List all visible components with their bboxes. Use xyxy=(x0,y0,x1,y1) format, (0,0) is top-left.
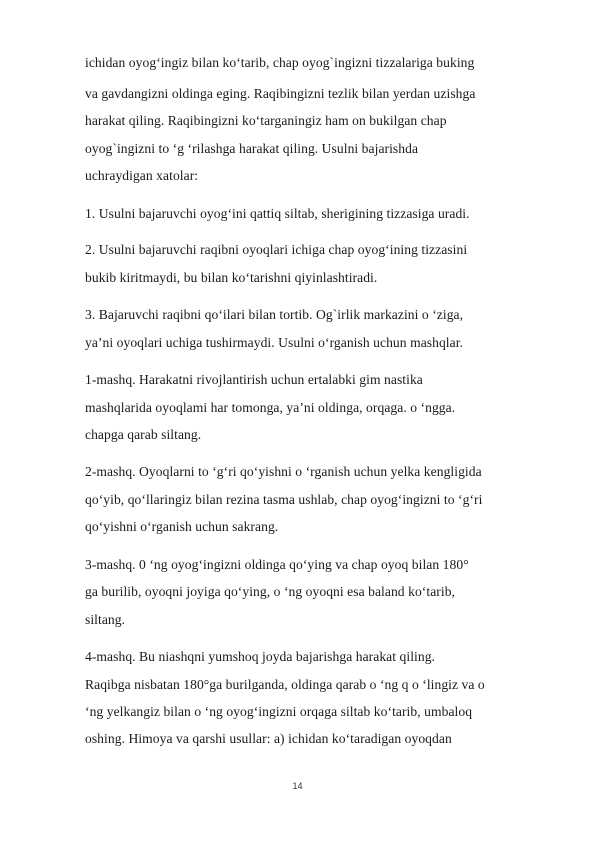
text-line: uchraydigan xatolar: xyxy=(85,168,199,183)
text-line: Raqibga nisbatan 180°ga burilganda, oldinga qarab o ‘ng q o ‘lingiz va o xyxy=(85,677,485,692)
text-line: oshing. Himoya va qarshi usullar: a) ichidan ko‘taradigan oyoqdan xyxy=(85,731,452,746)
text-line: 1. Usulni bajaruvchi oyog‘ini qattiq siltab, sherigining tizzasiga uradi. xyxy=(85,206,470,221)
text-line: mashqlarida oyoqlami har tomonga, ya’ni oldinga, orqaga. o ‘ngga. xyxy=(85,400,456,415)
text-line: ‘ng yelkangiz bilan o ‘ng oyog‘ingizni orqaga siltab ko‘tarib, umbaloq xyxy=(85,704,473,719)
text-line: 1-mashq. Harakatni rivojlantirish uchun ertalabki gim nastika xyxy=(85,372,423,387)
text-line: bukib kiritmaydi, bu bilan ko‘tarishni qiyinlashtiradi. xyxy=(85,270,378,285)
text-line: 4-mashq. Bu niashqni yumshoq joyda bajarishga harakat qiling. xyxy=(85,649,436,664)
text-line: 2. Usulni bajaruvchi raqibni oyoqlari ichiga chap oyog‘ining tizzasini xyxy=(85,242,468,257)
text-line: va gavdangizni oldinga eging. Raqibingizni tezlik bilan yerdan uzishga xyxy=(85,86,476,101)
text-line: qo‘yib, qo‘llaringiz bilan rezina tasma ushlab, chap oyog‘ingizni to ‘g‘ri xyxy=(85,492,483,507)
text-line: 3. Bajaruvchi raqibni qo‘ilari bilan tortib. Og`irlik markazini o ‘ziga, xyxy=(85,307,464,322)
text-line: ya’ni oyoqlari uchiga tushirmaydi. Usulni o‘rganish uchun mashqlar. xyxy=(85,335,463,350)
text-line: ga burilib, oyoqni joyiga qo‘ying, o ‘ng oyoqni esa baland ko‘tarib, xyxy=(85,584,455,599)
text-line: chapga qarab siltang. xyxy=(85,427,202,442)
text-line: 2-mashq. Oyoqlarni to ‘g‘ri qo‘yishni o ‘rganish uchun yelka kengligida xyxy=(85,464,482,479)
text-line: siltang. xyxy=(85,612,126,627)
text-line: harakat qiling. Raqibingizni ko‘targaningiz ham on bukilgan chap xyxy=(85,113,447,128)
text-line: oyog`ingizni to ‘g ‘rilashga harakat qiling. Usulni bajarishda xyxy=(85,141,419,156)
text-line: ichidan oyog‘ingiz bilan ko‘tarib, chap oyog`ingizni tizzalariga buking xyxy=(85,55,475,70)
page-number: 14 xyxy=(292,781,303,791)
text-line: qo‘yishni o‘rganish uchun sakrang. xyxy=(85,519,279,534)
text-line: 3-mashq. 0 ‘ng oyog‘ingizni oldinga qo‘ying va chap oyoq bilan 180° xyxy=(85,557,469,572)
